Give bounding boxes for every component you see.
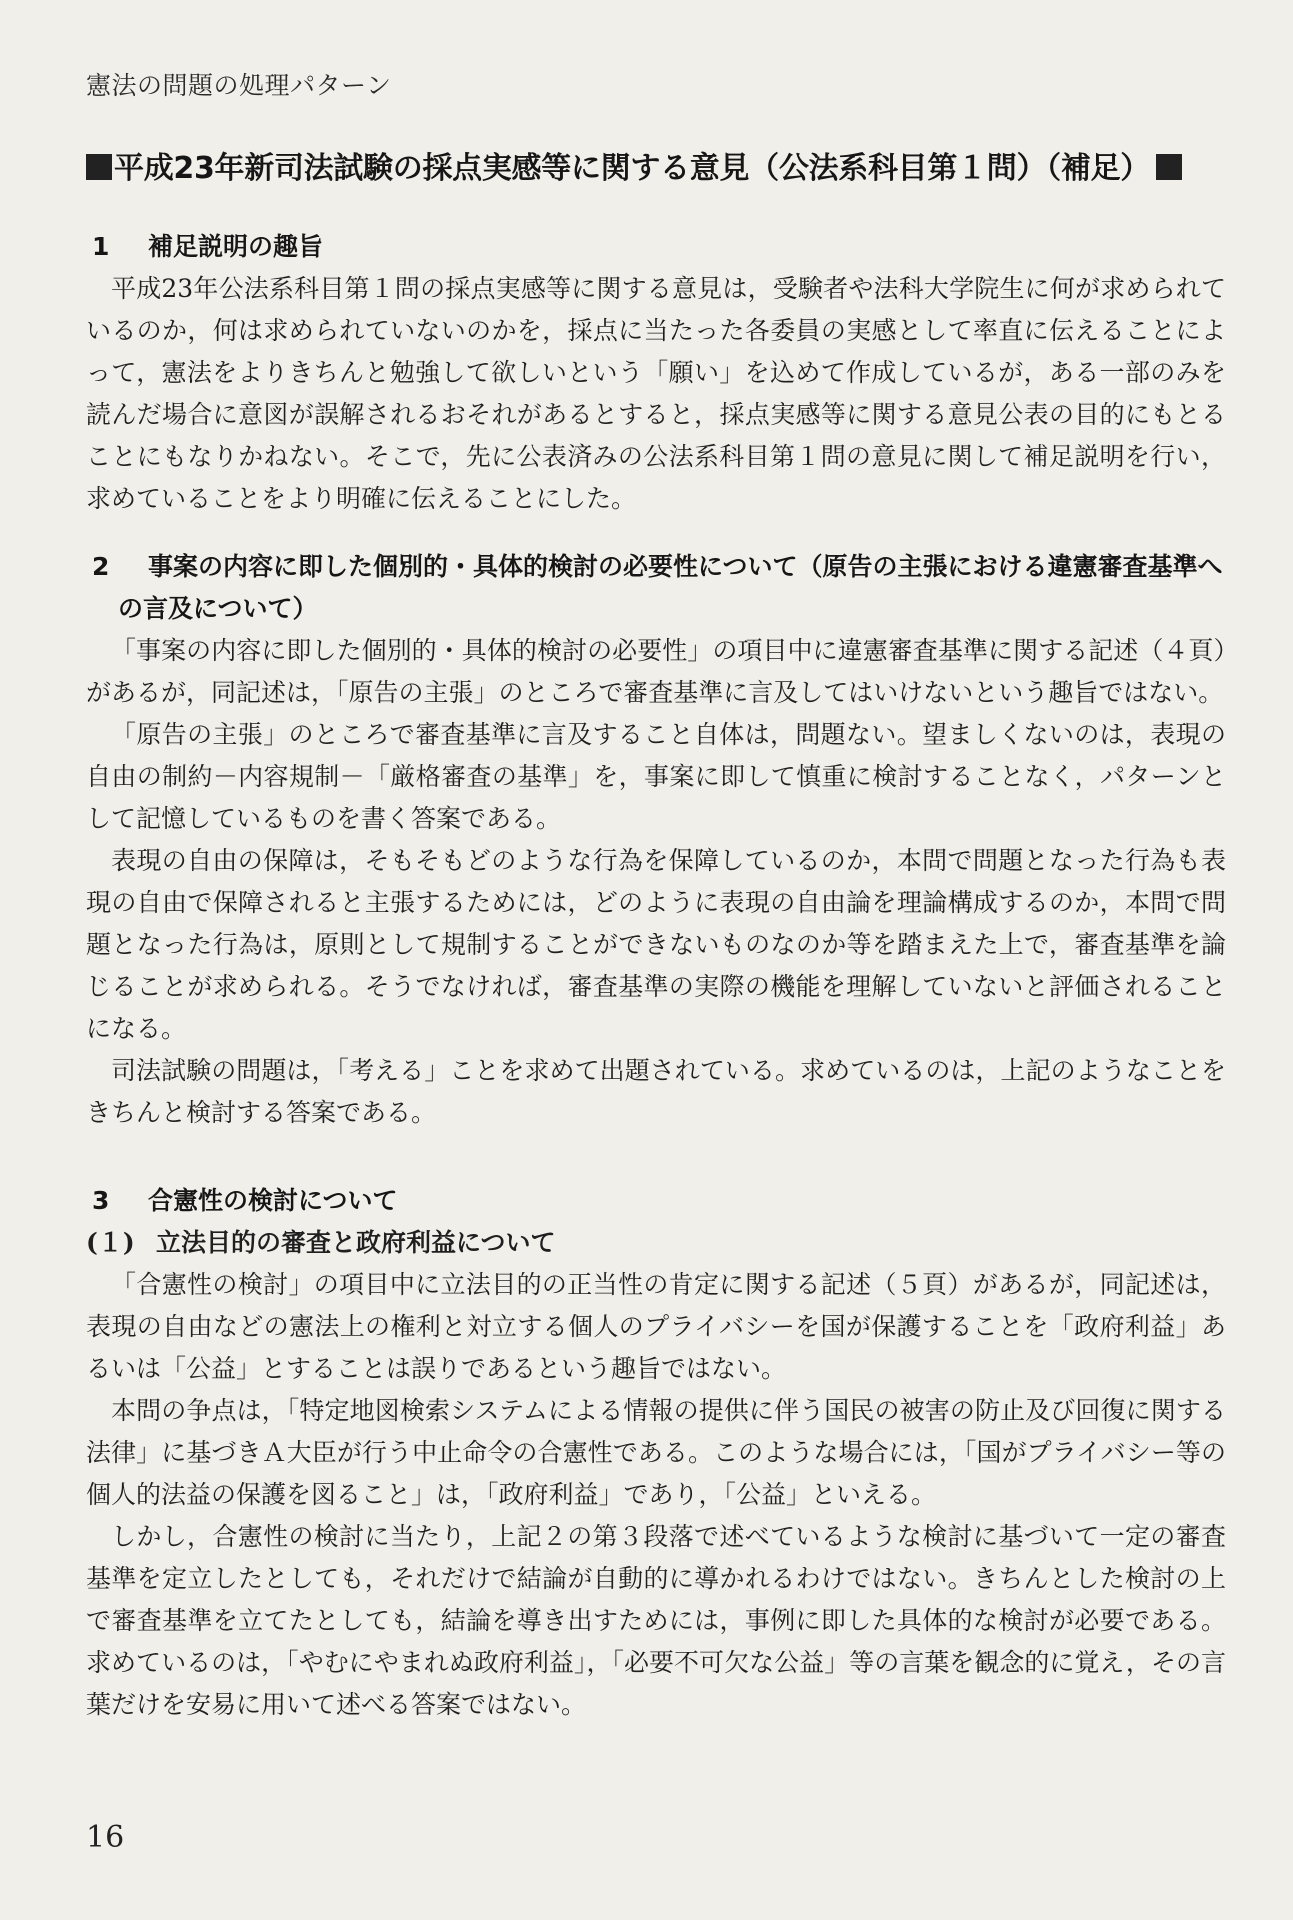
page-number: 16	[86, 1820, 125, 1855]
section-number: 1	[92, 232, 110, 261]
paragraph: 司法試験の問題は，「考える」ことを求めて出題されている。求めているのは，上記のようなことをきちんと検討する答案である。	[86, 1056, 1226, 1127]
section-1	[86, 226, 1226, 520]
section-heading-text: 補足説明の趣旨	[148, 232, 324, 261]
page-title-text: 平成23年新司法試験の採点実感等に関する意見（公法系科目第１問）（補足）	[114, 151, 1150, 186]
subsection-number: (１)	[86, 1228, 135, 1257]
section-heading-text: 合憲性の検討について	[148, 1186, 398, 1215]
running-head: 憲法の問題の処理パターン	[86, 71, 392, 100]
paragraph: 「合憲性の検討」の項目中に立法目的の正当性の肯定に関する記述（５頁）があるが，同記述は，表現の自由などの憲法上の権利と対立する個人のプライバシーを国が保護することを「政府利益」あるいは「公益」とすることは誤りであるという趣旨ではない。	[86, 1270, 1226, 1383]
section-heading	[86, 1180, 1226, 1222]
black-square-icon	[1156, 154, 1182, 180]
section-heading	[86, 226, 1226, 268]
section-heading-text: 事案の内容に即した個別的・具体的検討の必要性について（原告の主張における違憲審査基準への言及について）	[118, 552, 1223, 623]
paragraph: 本問の争点は，「特定地図検索システムによる情報の提供に伴う国民の被害の防止及び回復に関する法律」に基づきＡ大臣が行う中止命令の合憲性である。このような場合には，「国がプライバシー等の個人的法益の保護を図ること」は，「政府利益」であり，「公益」といえる。	[86, 1396, 1226, 1509]
section-number: 2	[92, 552, 110, 581]
section-2	[86, 546, 1226, 1134]
section-heading	[86, 546, 1226, 630]
subsection-heading	[86, 1222, 1226, 1264]
page-title	[86, 143, 1226, 187]
paragraph: 「原告の主張」のところで審査基準に言及すること自体は，問題ない。望ましくないのは，表現の自由の制約－内容規制－「厳格審査の基準」を，事案に即して慎重に検討することなく，パターンとして記憶しているものを書く答案である。	[86, 720, 1226, 833]
paragraph: 表現の自由の保障は，そもそもどのような行為を保障しているのか，本問で問題となった行為も表現の自由で保障されると主張するためには，どのように表現の自由論を理論構成するのか，本問で問題となった行為は，原則として規制することができないものなのか等を踏まえた上で，審査基準を論じることが求められる。そうでなければ，審査基準の実際の機能を理解していないと評価されることになる。	[86, 846, 1226, 1043]
section-number: 3	[92, 1186, 110, 1215]
paragraph: しかし，合憲性の検討に当たり，上記２の第３段落で述べているような検討に基づいて一定の審査基準を定立したとしても，それだけで結論が自動的に導かれるわけではない。きちんとした検討の上で審査基準を立てたとしても，結論を導き出すためには，事例に即した具体的な検討が必要である。求めているのは，「やむにやまれぬ政府利益」，「必要不可欠な公益」等の言葉を観念的に覚え，その言葉だけを安易に用いて述べる答案ではない。	[86, 1522, 1226, 1719]
section-3	[86, 1180, 1226, 1726]
paragraph: 「事案の内容に即した個別的・具体的検討の必要性」の項目中に違憲審査基準に関する記述（４頁）があるが，同記述は，「原告の主張」のところで審査基準に言及してはいけないという趣旨ではない。	[86, 636, 1226, 707]
subsection-heading-text: 立法目的の審査と政府利益について	[156, 1228, 556, 1257]
paragraph: 平成23年公法系科目第１問の採点実感等に関する意見は，受験者や法科大学院生に何が求められているのか，何は求められていないのかを，採点に当たった各委員の実感として率直に伝えることによって，憲法をよりきちんと勉強して欲しいという「願い」を込めて作成しているが，ある一部のみを読んだ場合に意図が誤解されるおそれがあるとすると，採点実感等に関する意見公表の目的にもとることにもなりかねない。そこで，先に公表済みの公法系科目第１問の意見に関して補足説明を行い，求めていることをより明確に伝えることにした。	[86, 274, 1226, 513]
black-square-icon	[86, 154, 112, 180]
body-text	[86, 226, 1226, 1726]
